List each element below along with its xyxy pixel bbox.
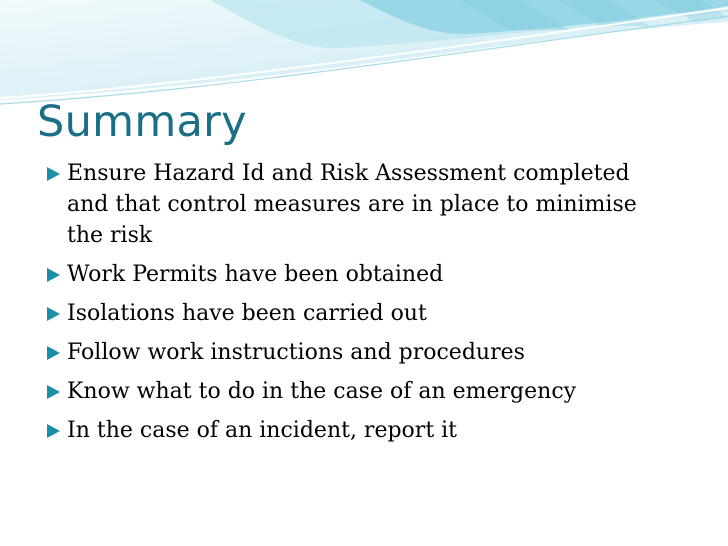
bullet-item <box>45 376 665 407</box>
bullet-arrow-icon <box>47 268 60 282</box>
bullet-list <box>45 158 665 454</box>
bullet-text: Follow work instructions and procedures <box>67 340 525 365</box>
bullet-arrow-icon <box>47 424 60 438</box>
bullet-text: Work Permits have been obtained <box>67 262 444 287</box>
bullet-item <box>45 337 665 368</box>
bullet-text: Isolations have been carried out <box>67 301 427 326</box>
bullet-arrow-icon <box>47 167 60 181</box>
bullet-arrow-icon <box>47 307 60 321</box>
bullet-item <box>45 259 665 290</box>
bullet-text: Ensure Hazard Id and Risk Assessment completed and that control measures are in place to minimise the risk <box>67 161 637 248</box>
bullet-item <box>45 415 665 446</box>
bullet-arrow-icon <box>47 385 60 399</box>
bullet-text: In the case of an incident, report it <box>67 418 458 443</box>
slide-title: Summary <box>37 97 247 147</box>
bullet-item <box>45 158 665 251</box>
bullet-text: Know what to do in the case of an emergency <box>67 379 577 404</box>
bullet-arrow-icon <box>47 346 60 360</box>
bullet-item <box>45 298 665 329</box>
